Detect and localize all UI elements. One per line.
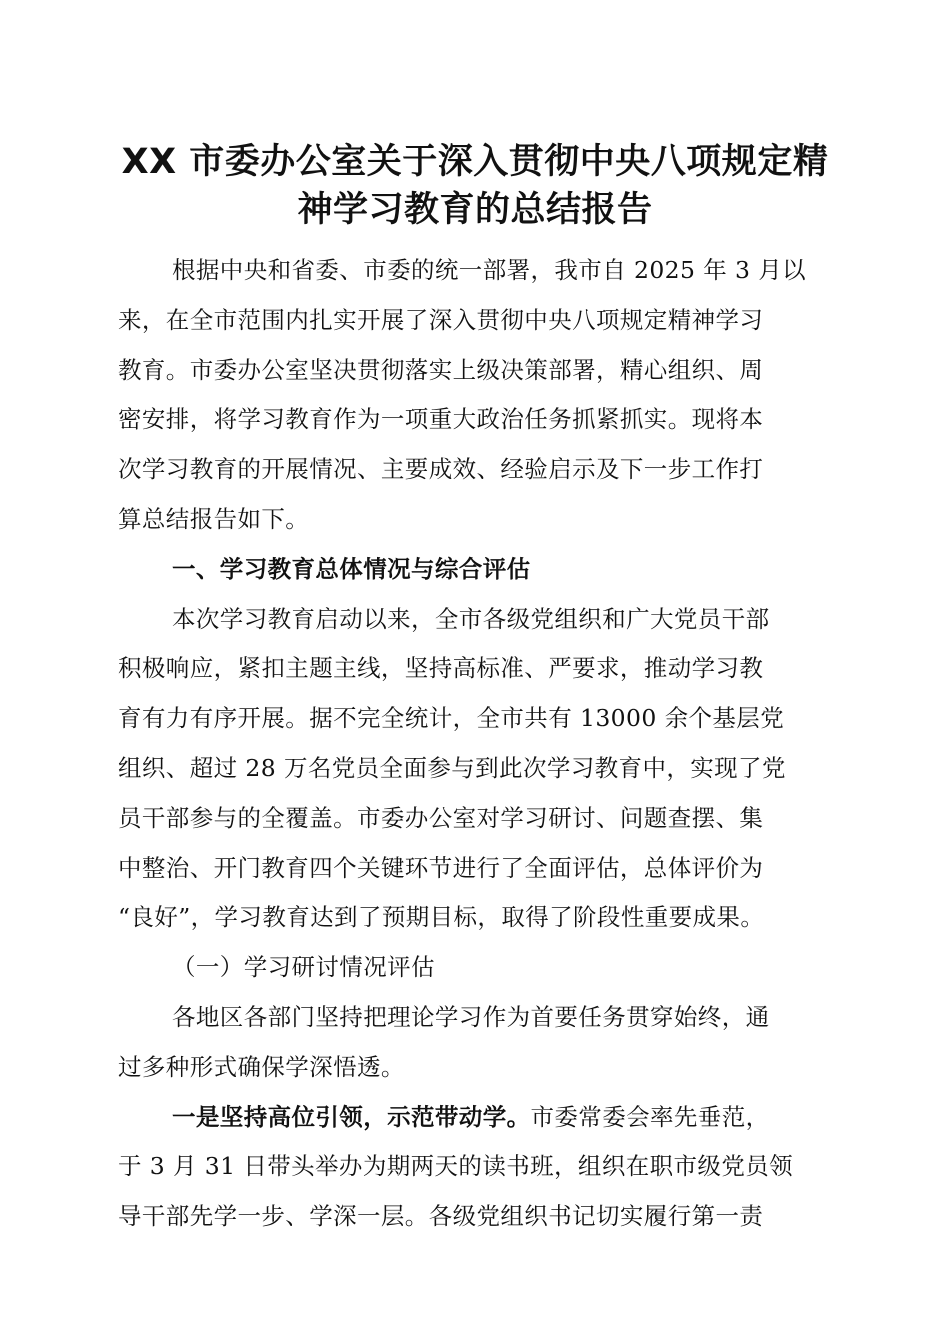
study-paragraph — [118, 993, 830, 1093]
overview-paragraph — [118, 595, 830, 944]
document-body — [118, 246, 830, 1242]
text-line: 员干部参与的全覆盖。市委办公室对学习研讨、问题查摆、集 — [118, 803, 764, 832]
text-line: 密安排，将学习教育作为一项重大政治任务抓紧抓实。现将本 — [118, 405, 764, 434]
text-line: 算总结报告如下。 — [118, 504, 310, 533]
text-line: 于 3 月 31 日带头举办为期两天的读书班，组织在职市级党员领 — [118, 1152, 794, 1181]
title-line-1: XX 市委办公室关于深入贯彻中央八项规定精 — [121, 142, 829, 182]
point-one-paragraph — [118, 1093, 830, 1242]
subsection-heading-1: （一）学习研讨情况评估 — [172, 953, 435, 982]
title-line-2: 神学习教育的总结报告 — [297, 190, 653, 230]
intro-paragraph — [118, 246, 830, 545]
point-one-lead: 一是坚持高位引领，示范带动学。 — [172, 1102, 531, 1131]
document-title — [110, 138, 840, 234]
text-line: 组织、超过 28 万名党员全面参与到此次学习教育中，实现了党 — [118, 753, 786, 782]
text-line: 育有力有序开展。据不完全统计，全市共有 13000 余个基层党 — [118, 704, 785, 733]
section-heading-1: 一、学习教育总体情况与综合评估 — [172, 554, 531, 583]
text-line: 导干部先学一步、学深一层。各级党组织书记切实履行第一责 — [118, 1202, 764, 1231]
text-line: 积极响应，紧扣主题主线，坚持高标准、严要求，推动学习教 — [118, 654, 764, 683]
text-line: 本次学习教育启动以来，全市各级党组织和广大党员干部 — [172, 604, 770, 633]
text-line: 各地区各部门坚持把理论学习作为首要任务贯穿始终，通 — [172, 1002, 770, 1031]
text-line: 教育。市委办公室坚决贯彻落实上级决策部署，精心组织、周 — [118, 355, 764, 384]
text-line: 根据中央和省委、市委的统一部署，我市自 2025 年 3 月以 — [172, 256, 807, 284]
point-one-first-line-rest: 市委常委会率先垂范， — [530, 1102, 770, 1131]
text-line: 来，在全市范围内扎实开展了深入贯彻中央八项规定精神学习 — [118, 305, 764, 334]
text-line: 过多种形式确保学深悟透。 — [118, 1052, 405, 1081]
text-line: “良好”，学习教育达到了预期目标，取得了阶段性重要成果。 — [118, 903, 765, 932]
text-line: 中整治、开门教育四个关键环节进行了全面评估，总体评价为 — [118, 853, 764, 882]
text-line: 次学习教育的开展情况、主要成效、经验启示及下一步工作打 — [118, 455, 764, 484]
text-line — [118, 1093, 830, 1143]
